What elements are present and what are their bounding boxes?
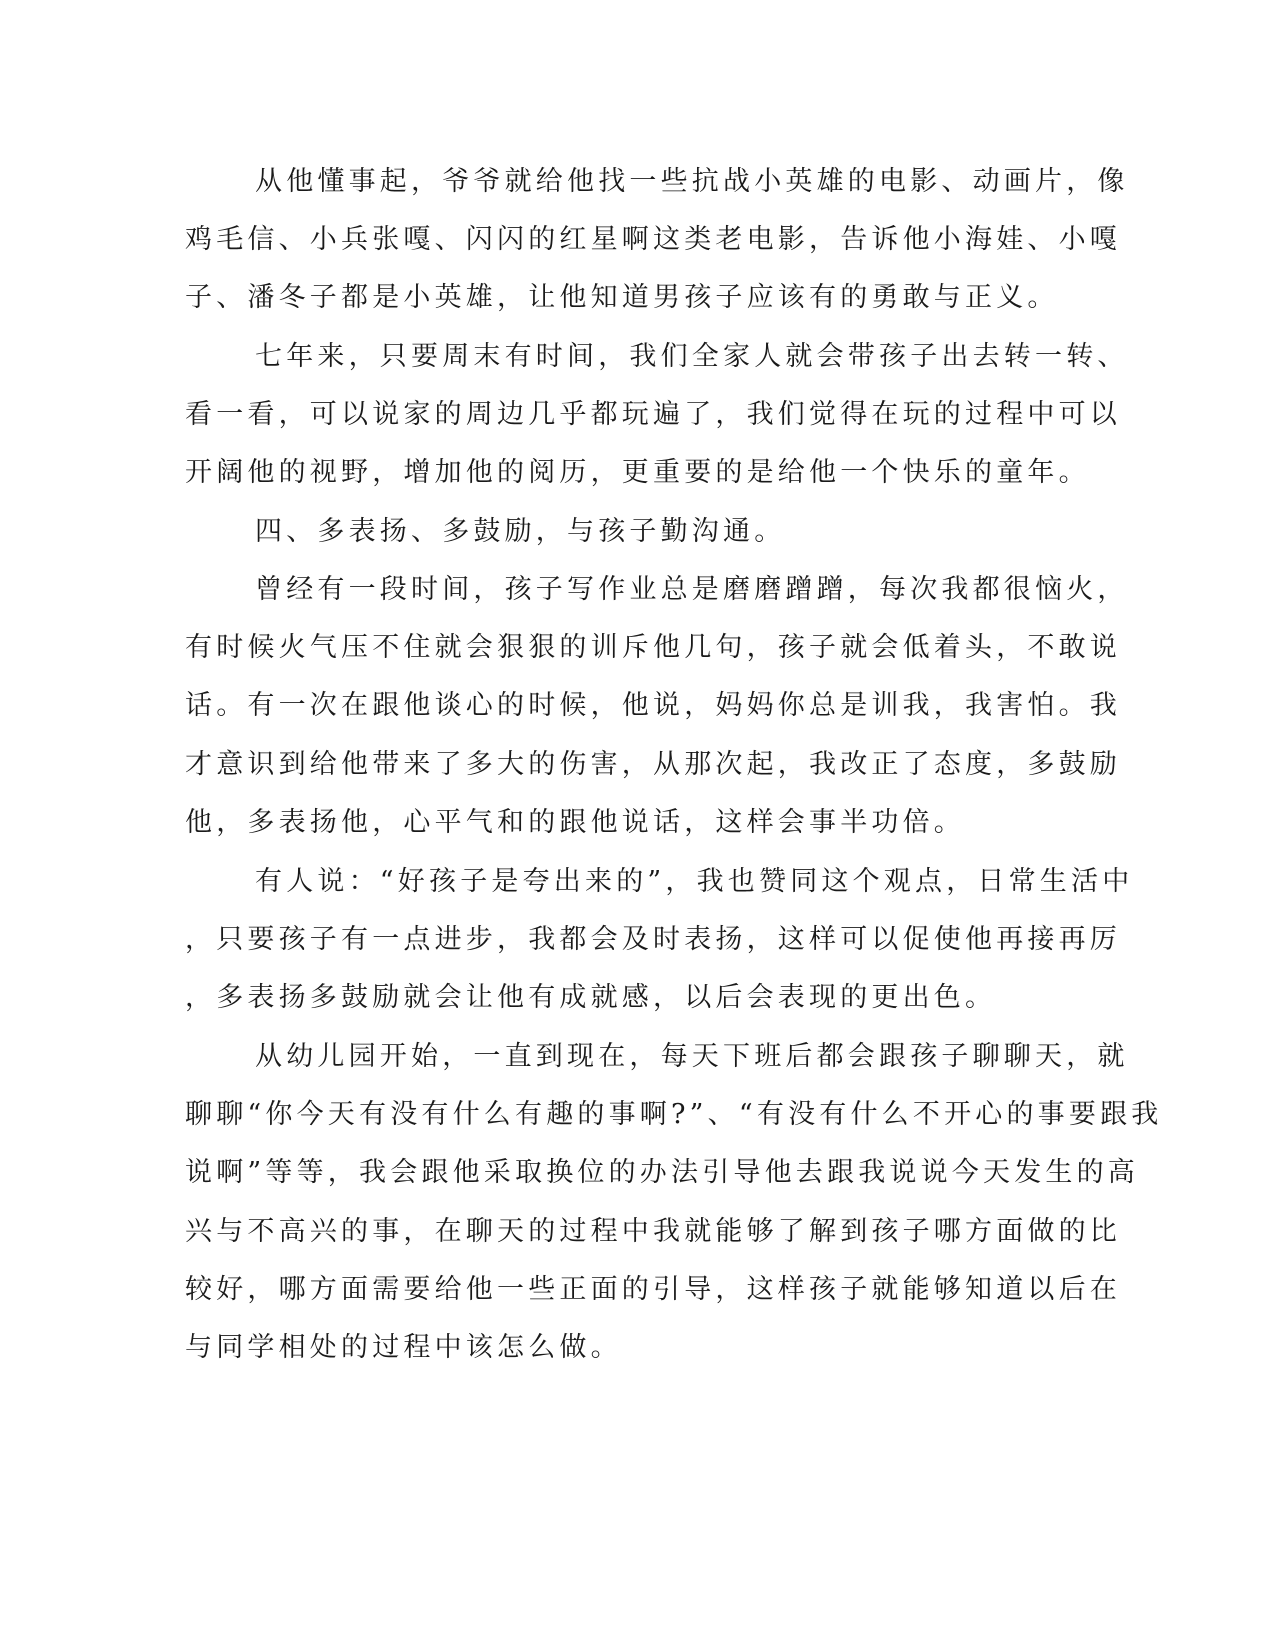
text-line: ，只要孩子有一点进步，我都会及时表扬，这样可以促使他再接再厉	[185, 924, 1121, 955]
text-line: 兴与不高兴的事，在聊天的过程中我就能够了解到孩子哪方面做的比	[185, 1216, 1121, 1247]
text-line: 与同学相处的过程中该怎么做。	[185, 1332, 622, 1363]
text-line: 才意识到给他带来了多大的伤害，从那次起，我改正了态度，多鼓励	[185, 749, 1121, 780]
text-line: 聊聊“你今天有没有什么有趣的事啊?”、“有没有什么不开心的事要跟我	[185, 1099, 1163, 1130]
text-line: 看一看，可以说家的周边几乎都玩遍了，我们觉得在玩的过程中可以	[185, 399, 1121, 430]
text-line: ，多表扬多鼓励就会让他有成就感，以后会表现的更出色。	[185, 982, 997, 1013]
text-line: 曾经有一段时间，孩子写作业总是磨磨蹭蹭，每次我都很恼火，	[255, 574, 1129, 605]
text-line: 七年来，只要周末有时间，我们全家人就会带孩子出去转一转、	[255, 341, 1129, 372]
section-heading: 四、多表扬、多鼓励，与孩子勤沟通。	[255, 516, 786, 547]
text-line: 有人说：“好孩子是夸出来的”，我也赞同这个观点，日常生活中	[255, 866, 1134, 897]
text-line: 从他懂事起，爷爷就给他找一些抗战小英雄的电影、动画片，像	[255, 166, 1129, 197]
text-line: 话。有一次在跟他谈心的时候，他说，妈妈你总是训我，我害怕。我	[185, 690, 1121, 721]
text-line: 他，多表扬他，心平气和的跟他说话，这样会事半功倍。	[185, 807, 965, 838]
text-line: 有时候火气压不住就会狠狠的训斥他几句，孩子就会低着头，不敢说	[185, 632, 1121, 663]
text-line: 说啊”等等，我会跟他采取换位的办法引导他去跟我说说今天发生的高	[185, 1157, 1140, 1188]
text-line: 从幼儿园开始，一直到现在，每天下班后都会跟孩子聊聊天，就	[255, 1041, 1129, 1072]
text-line: 较好，哪方面需要给他一些正面的引导，这样孩子就能够知道以后在	[185, 1274, 1121, 1305]
text-line: 开阔他的视野，增加他的阅历，更重要的是给他一个快乐的童年。	[185, 457, 1090, 488]
text-line: 子、潘冬子都是小英雄，让他知道男孩子应该有的勇敢与正义。	[185, 282, 1059, 313]
text-line: 鸡毛信、小兵张嘎、闪闪的红星啊这类老电影，告诉他小海娃、小嘎	[185, 224, 1121, 255]
